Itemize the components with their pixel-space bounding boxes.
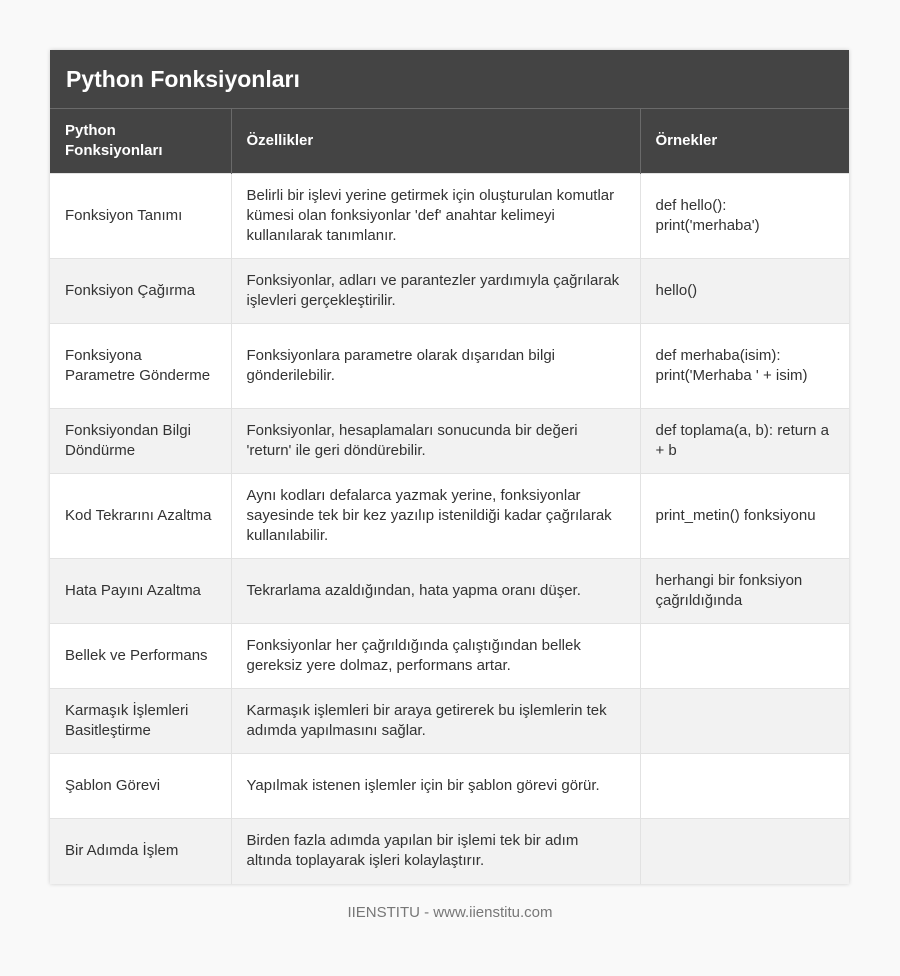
cell-function: Kod Tekrarını Azaltma [50, 474, 231, 559]
header-function: Python Fonksiyonları [50, 109, 231, 174]
footer-credit: IIENSTITU - www.iienstitu.com [347, 904, 553, 921]
cell-example [640, 819, 849, 884]
header-examples: Örnekler [640, 109, 849, 174]
cell-function: Bellek ve Performans [50, 624, 231, 689]
table-row [50, 754, 849, 819]
cell-example [640, 689, 849, 754]
cell-function: Hata Payını Azaltma [50, 559, 231, 624]
cell-function: Fonksiyon Çağırma [50, 259, 231, 324]
cell-example: def hello(): print('merhaba') [640, 174, 849, 259]
cell-function: Karmaşık İşlemleri Basitleştirme [50, 689, 231, 754]
functions-table [50, 109, 849, 884]
cell-feature: Tekrarlama azaldığından, hata yapma oranı düşer. [231, 559, 640, 624]
cell-example: def merhaba(isim): print('Merhaba ' + isim) [640, 324, 849, 409]
table-header-row [50, 109, 849, 174]
cell-feature: Fonksiyonlar, hesaplamaları sonucunda bir değeri 'return' ile geri döndürebilir. [231, 409, 640, 474]
cell-feature: Karmaşık işlemleri bir araya getirerek bu işlemlerin tek adımda yapılmasını sağlar. [231, 689, 640, 754]
cell-function: Bir Adımda İşlem [50, 819, 231, 884]
functions-table-card [50, 50, 849, 884]
cell-feature: Fonksiyonlar, adları ve parantezler yardımıyla çağrılarak işlevleri gerçekleştirilir. [231, 259, 640, 324]
cell-function: Fonksiyona Parametre Gönderme [50, 324, 231, 409]
table-row [50, 819, 849, 884]
table-row [50, 559, 849, 624]
cell-example: print_metin() fonksiyonu [640, 474, 849, 559]
table-row [50, 624, 849, 689]
cell-function: Şablon Görevi [50, 754, 231, 819]
table-row [50, 474, 849, 559]
cell-feature: Fonksiyonlara parametre olarak dışarıdan bilgi gönderilebilir. [231, 324, 640, 409]
cell-example [640, 624, 849, 689]
cell-feature: Fonksiyonlar her çağrıldığında çalıştığından bellek gereksiz yere dolmaz, performans artar. [231, 624, 640, 689]
cell-feature: Yapılmak istenen işlemler için bir şablon görevi görür. [231, 754, 640, 819]
table-row [50, 409, 849, 474]
table-row [50, 324, 849, 409]
cell-function: Fonksiyondan Bilgi Döndürme [50, 409, 231, 474]
cell-function: Fonksiyon Tanımı [50, 174, 231, 259]
table-row [50, 689, 849, 754]
table-title: Python Fonksiyonları [50, 50, 849, 109]
table-row [50, 174, 849, 259]
cell-feature: Belirli bir işlevi yerine getirmek için oluşturulan komutlar kümesi olan fonksiyonlar 'def' anahtar kelimeyi kullanılarak tanımlanır. [231, 174, 640, 259]
table-row [50, 259, 849, 324]
cell-feature: Aynı kodları defalarca yazmak yerine, fonksiyonlar sayesinde tek bir kez yazılıp istenildiği kadar çağrılarak kullanılabilir. [231, 474, 640, 559]
cell-example [640, 754, 849, 819]
cell-feature: Birden fazla adımda yapılan bir işlemi tek bir adım altında toplayarak işleri kolaylaştırır. [231, 819, 640, 884]
cell-example: herhangi bir fonksiyon çağrıldığında [640, 559, 849, 624]
cell-example: hello() [640, 259, 849, 324]
cell-example: def toplama(a, b): return a + b [640, 409, 849, 474]
header-features: Özellikler [231, 109, 640, 174]
